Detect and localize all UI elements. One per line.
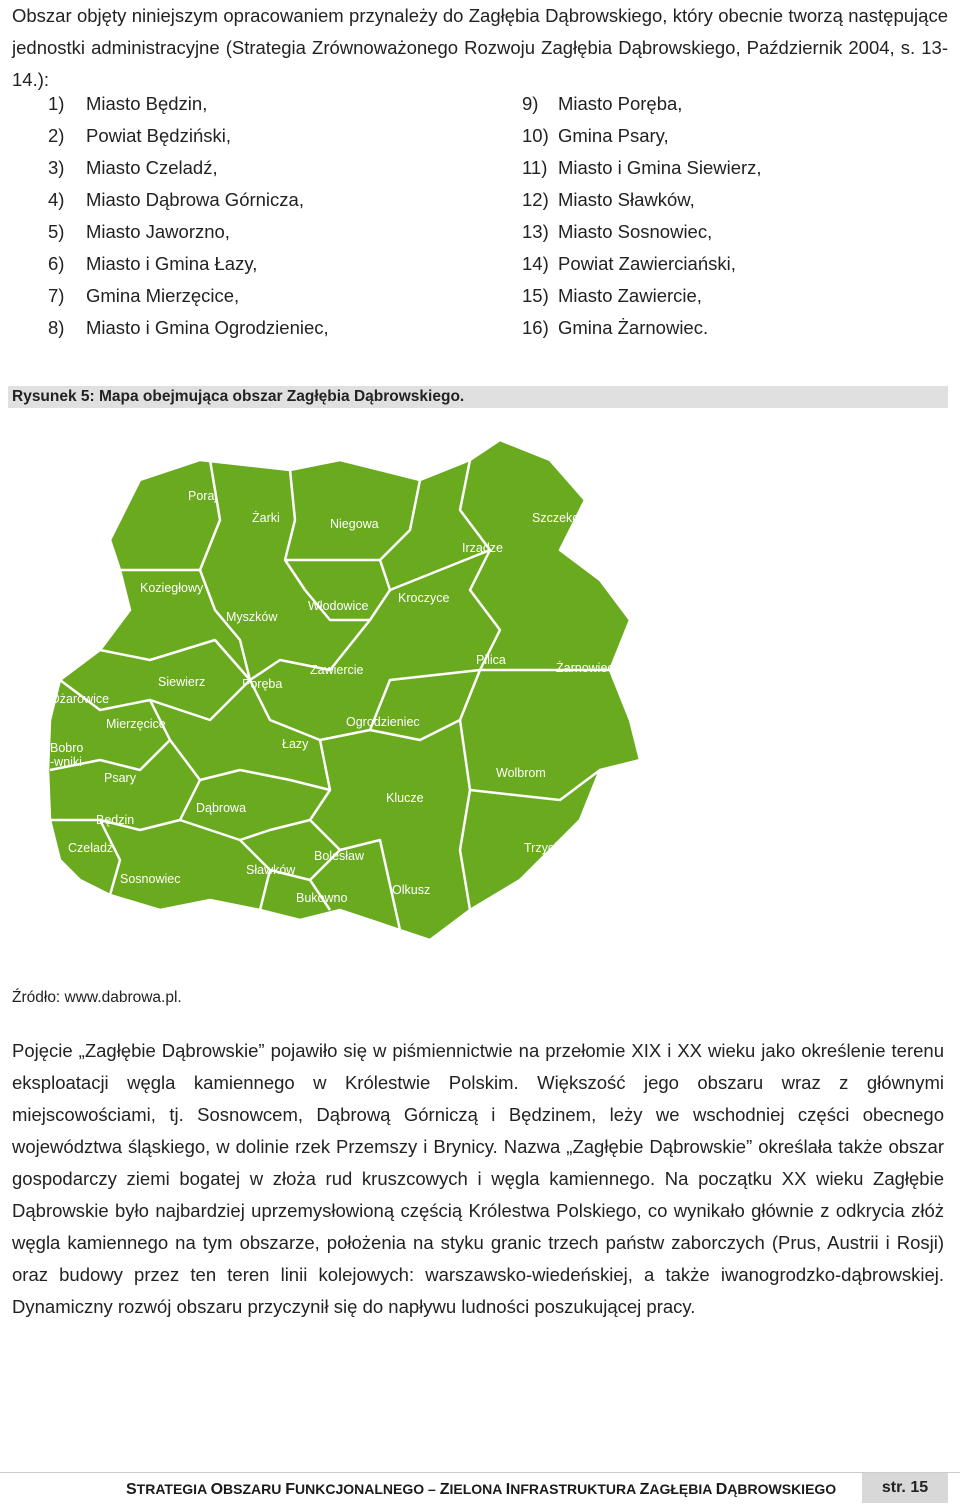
item-number: 3) [48, 157, 65, 178]
map-label-lazy: Łazy [282, 737, 309, 751]
list-item [522, 120, 762, 152]
list-item [522, 216, 762, 248]
item-name: Miasto Sławków, [558, 189, 695, 210]
item-number: 12) [522, 189, 549, 210]
list-item [48, 248, 329, 280]
map-label-poraj: Poraj [188, 489, 218, 503]
item-name: Gmina Psary, [558, 125, 669, 146]
map-label-ogrodzieniec: Ogrodzieniec [346, 715, 420, 729]
map-label-szczekociny: Szczekociny [532, 511, 602, 525]
map-label-mierzecice: Mierzęcice [106, 717, 166, 731]
item-number: 4) [48, 189, 65, 210]
footer-cap: F [285, 1481, 296, 1498]
map-label-wlodowice: Włodowice [308, 599, 369, 613]
footer-cap: I [505, 1481, 511, 1498]
item-number: 6) [48, 253, 65, 274]
map-label-boleslaw: Bolesław [314, 849, 365, 863]
body-paragraph: Pojęcie „Zagłębie Dąbrowskie” pojawiło się w piśmiennictwie na przełomie XIX i XX wieku jako określenie terenu eksploatacji węgla kamiennego w Królestwie Polskim. Większość jego obszaru wraz z głównymi miejscowościami, tj. Sosnowcem, Dąbrową Górniczą i Będzinem, leży we wschodniej części obecnego województwa śląskiego, w dolinie rzek Przemszy i Brynicy. Nazwa „Zagłębie Dąbrowskie” określała także obszar gospodarczy ziemi bogatej w złoża rud kruszcowych i węgla kamiennego. Na początku XX wieku Zagłębie Dąbrowskie było najbardziej uprzemysłowioną częścią Królestwa Polskiego, co wynikało głównie z odkrycia złóż węgla kamiennego na tym obszarze, położenia na styku granic trzech państw zaborczych (Prus, Austrii i Rosji) oraz budowy przez ten teren linii kolejowych: warszawsko-wiedeńskiej, a także iwanogrodzko-dąbrowskiej. Dynamiczny rozwój obszaru przyczynił się do napływu ludności poszukującej pracy. [12, 1040, 944, 1317]
item-name: Gmina Żarnowiec. [558, 317, 709, 338]
item-name: Miasto Poręba, [558, 93, 683, 114]
list-item [522, 280, 762, 312]
item-number: 15) [522, 285, 549, 306]
list-item [522, 152, 762, 184]
item-number: 1) [48, 93, 65, 114]
list-item [48, 152, 329, 184]
intro-paragraph: Obszar objęty niniejszym opracowaniem przynależy do Zagłębia Dąbrowskiego, który obecnie tworzą następujące jednostki administracyjne (Strategia Zrównoważonego Rozwoju Zagłębia Dąbrowskiego, Październik 2004, s. 13-14.): [12, 5, 948, 90]
map-label-dabrowa: Dąbrowa [196, 801, 247, 815]
map-label-niegowa: Niegowa [330, 517, 379, 531]
map-label-line: Bobro [50, 741, 84, 755]
page-number: str. 15 [862, 1473, 948, 1503]
item-number: 9) [522, 93, 539, 114]
map-label-kroczyce: Kroczyce [398, 591, 450, 605]
list-item [48, 280, 329, 312]
map-label-siewierz: Siewierz [158, 675, 206, 689]
footer-text: TRATEGIA [136, 1481, 211, 1497]
map-label-kluczeLabel: Klucze [386, 791, 424, 805]
footer-title [126, 1478, 836, 1501]
item-name: Gmina Mierzęcice, [86, 285, 240, 306]
footer-divider [0, 1472, 960, 1473]
map-label-zarnowiec: Żarnowiec [556, 661, 614, 675]
item-number: 11) [522, 157, 548, 178]
list-item [48, 184, 329, 216]
footer-text: AGŁĘBIA [649, 1481, 716, 1497]
item-number: 8) [48, 317, 65, 338]
item-number: 2) [48, 125, 65, 146]
map-label-bobrowniki [50, 741, 83, 769]
item-name: Miasto Sosnowiec, [558, 221, 713, 242]
map-label-irzadze: Irządze [462, 541, 503, 555]
map-label-koziegtowy: Koziegłowy [140, 581, 204, 595]
item-name: Powiat Zawierciański, [558, 253, 736, 274]
footer-cap: Z [639, 1481, 650, 1498]
list-item [522, 88, 762, 120]
item-name: Miasto Zawiercie, [558, 285, 702, 306]
units-column-right [522, 88, 762, 344]
item-number: 5) [48, 221, 65, 242]
map-label-ozarowice: Ożarowice [50, 692, 110, 706]
list-item [522, 248, 762, 280]
footer-cap: Z [439, 1481, 450, 1498]
item-number: 7) [48, 285, 65, 306]
list-item [48, 88, 329, 120]
map-label-poreba: Poręba [242, 677, 283, 691]
item-number: 14) [522, 253, 549, 274]
item-name: Miasto Czeladź, [86, 157, 218, 178]
list-item [522, 312, 762, 344]
map-label-slawkow: Sławków [246, 863, 296, 877]
region-map [40, 440, 960, 970]
map-label-trzyciaz: Trzyciąż [524, 841, 571, 855]
map-label-zarki: Żarki [252, 511, 280, 525]
map-label-bedzin: Będzin [96, 813, 135, 827]
list-item [48, 312, 329, 344]
map-label-olkusz: Olkusz [392, 883, 431, 897]
map-label-czeladz: Czeladź [68, 841, 114, 855]
item-name: Miasto i Gmina Łazy, [86, 253, 258, 274]
map-label-myszkow: Myszków [226, 610, 278, 624]
footer-text: UNKCJONALNEGO – [295, 1481, 440, 1497]
footer-cap: O [210, 1481, 224, 1498]
list-item [522, 184, 762, 216]
map-label-line: -wniki [50, 755, 82, 769]
item-name: Miasto Dąbrowa Górnicza, [86, 189, 304, 210]
units-column-left [48, 88, 329, 344]
map-label-psary: Psary [104, 771, 136, 785]
item-name: Miasto Będzin, [86, 93, 208, 114]
figure-caption: Rysunek 5: Mapa obejmująca obszar Zagłębia Dąbrowskiego. [8, 386, 948, 408]
footer-text: ĄBROWSKIEGO [727, 1481, 837, 1497]
item-name: Powiat Będziński, [86, 125, 231, 146]
map-label-sosnowiec: Sosnowiec [120, 872, 181, 886]
footer-text: NFRASTRUKTURA [510, 1481, 640, 1497]
list-item [48, 120, 329, 152]
footer-cap: S [126, 1481, 137, 1498]
footer-text: IELONA [449, 1481, 506, 1497]
map-label-wolbrom: Wolbrom [496, 766, 546, 780]
map-label-pilica: Pilica [476, 653, 506, 667]
item-name: Miasto Jaworzno, [86, 221, 230, 242]
region-map-svg [40, 440, 960, 970]
map-label-bukowno: Bukowno [296, 891, 348, 905]
item-name: Miasto i Gmina Ogrodzieniec, [86, 317, 329, 338]
figure-source: Źródło: www.dabrowa.pl. [12, 989, 182, 1006]
item-name: Miasto i Gmina Siewierz, [558, 157, 762, 178]
footer-text: BSZARU [223, 1481, 286, 1497]
list-item [48, 216, 329, 248]
item-number: 16) [522, 317, 549, 338]
item-number: 10) [522, 125, 549, 146]
map-label-zawiercie: Zawiercie [310, 663, 364, 677]
item-number: 13) [522, 221, 549, 242]
footer-cap: D [715, 1481, 728, 1498]
